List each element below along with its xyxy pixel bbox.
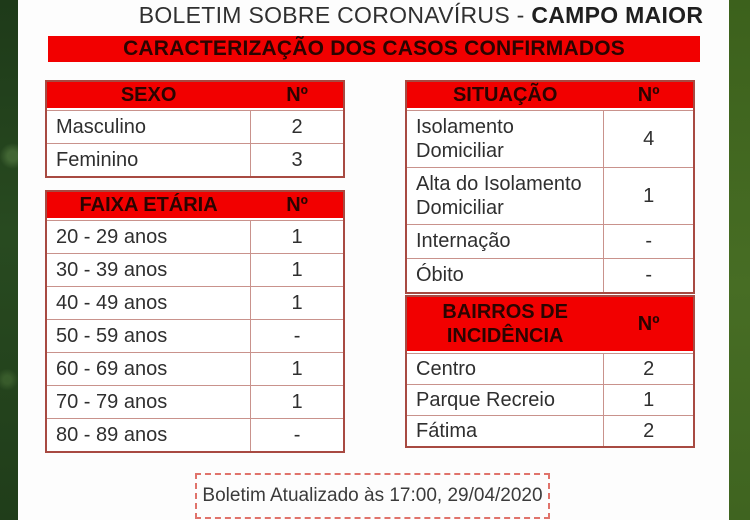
table-header-count: Nº [637, 83, 660, 106]
row-value: 2 [643, 357, 655, 380]
row-label: 60 - 69 anos [47, 353, 251, 385]
row-label: Alta do Isolamento Domiciliar [407, 168, 604, 224]
table-header-label: BAIRROS DE INCIDÊNCIA [442, 301, 568, 347]
table-row [407, 110, 693, 167]
table-row [47, 418, 343, 451]
row-label: 40 - 49 anos [47, 287, 251, 319]
table-header-row [407, 297, 693, 353]
row-label: Parque Recreio [407, 385, 604, 415]
row-label: Masculino [47, 111, 251, 143]
row-label: 20 - 29 anos [47, 221, 251, 253]
table-header-row [407, 82, 693, 110]
table-row [407, 415, 693, 446]
update-notice-text: Boletim Atualizado às 17:00, 29/04/2020 [202, 485, 543, 506]
row-label: Fátima [407, 416, 604, 446]
table-row [407, 384, 693, 415]
row-value: - [293, 423, 301, 446]
row-value: 1 [291, 225, 303, 248]
row-label: 50 - 59 anos [47, 320, 251, 352]
table-row [47, 253, 343, 286]
row-value: 2 [291, 115, 303, 138]
row-label: Internação [407, 225, 604, 258]
row-value: 1 [291, 357, 303, 380]
age-group-table [45, 190, 345, 453]
row-value: 1 [291, 390, 303, 413]
row-label: Óbito [407, 259, 604, 292]
table-header-count: Nº [286, 83, 308, 106]
page-title [0, 2, 750, 29]
sex-table [45, 80, 345, 178]
situation-table [405, 80, 695, 294]
update-notice-box [195, 473, 550, 519]
confirmed-cases-banner: CARACTERIZAÇÃO DOS CASOS CONFIRMADOS [48, 36, 700, 62]
page-title-prefix: BOLETIM SOBRE CORONAVÍRUS - [138, 2, 532, 28]
row-value: - [645, 230, 652, 252]
row-label: Feminino [47, 144, 251, 176]
table-row [407, 167, 693, 224]
table-row [47, 319, 343, 352]
row-label: 70 - 79 anos [47, 386, 251, 418]
page-title-city: CAMPO MAIOR [531, 2, 704, 28]
row-value: 3 [291, 148, 303, 171]
table-row [47, 143, 343, 176]
table-row [47, 220, 343, 253]
right-green-border [729, 0, 750, 520]
table-row [47, 286, 343, 319]
table-row [407, 353, 693, 384]
table-row [407, 258, 693, 292]
table-header-count: Nº [286, 193, 308, 216]
row-value: - [645, 264, 652, 286]
row-value: 1 [643, 184, 655, 207]
neighborhood-table [405, 295, 695, 448]
table-header-label: SEXO [120, 84, 177, 106]
row-label: 30 - 39 anos [47, 254, 251, 286]
table-row [47, 385, 343, 418]
row-value: 1 [643, 388, 655, 411]
row-label: Isolamento Domiciliar [407, 111, 604, 167]
row-value: 4 [643, 127, 655, 150]
table-row [407, 224, 693, 258]
row-label: 80 - 89 anos [47, 419, 251, 451]
row-value: - [293, 324, 301, 347]
table-header-label: SITUAÇÃO [452, 84, 558, 106]
row-value: 1 [291, 258, 303, 281]
table-row [47, 352, 343, 385]
row-value: 1 [291, 291, 303, 314]
row-value: 2 [643, 419, 655, 442]
left-green-border [0, 0, 18, 520]
table-header-label: FAIXA ETÁRIA [79, 194, 218, 216]
table-header-row [47, 82, 343, 110]
row-label: Centro [407, 354, 604, 384]
table-header-row [47, 192, 343, 220]
table-row [47, 110, 343, 143]
table-header-count: Nº [637, 312, 660, 335]
